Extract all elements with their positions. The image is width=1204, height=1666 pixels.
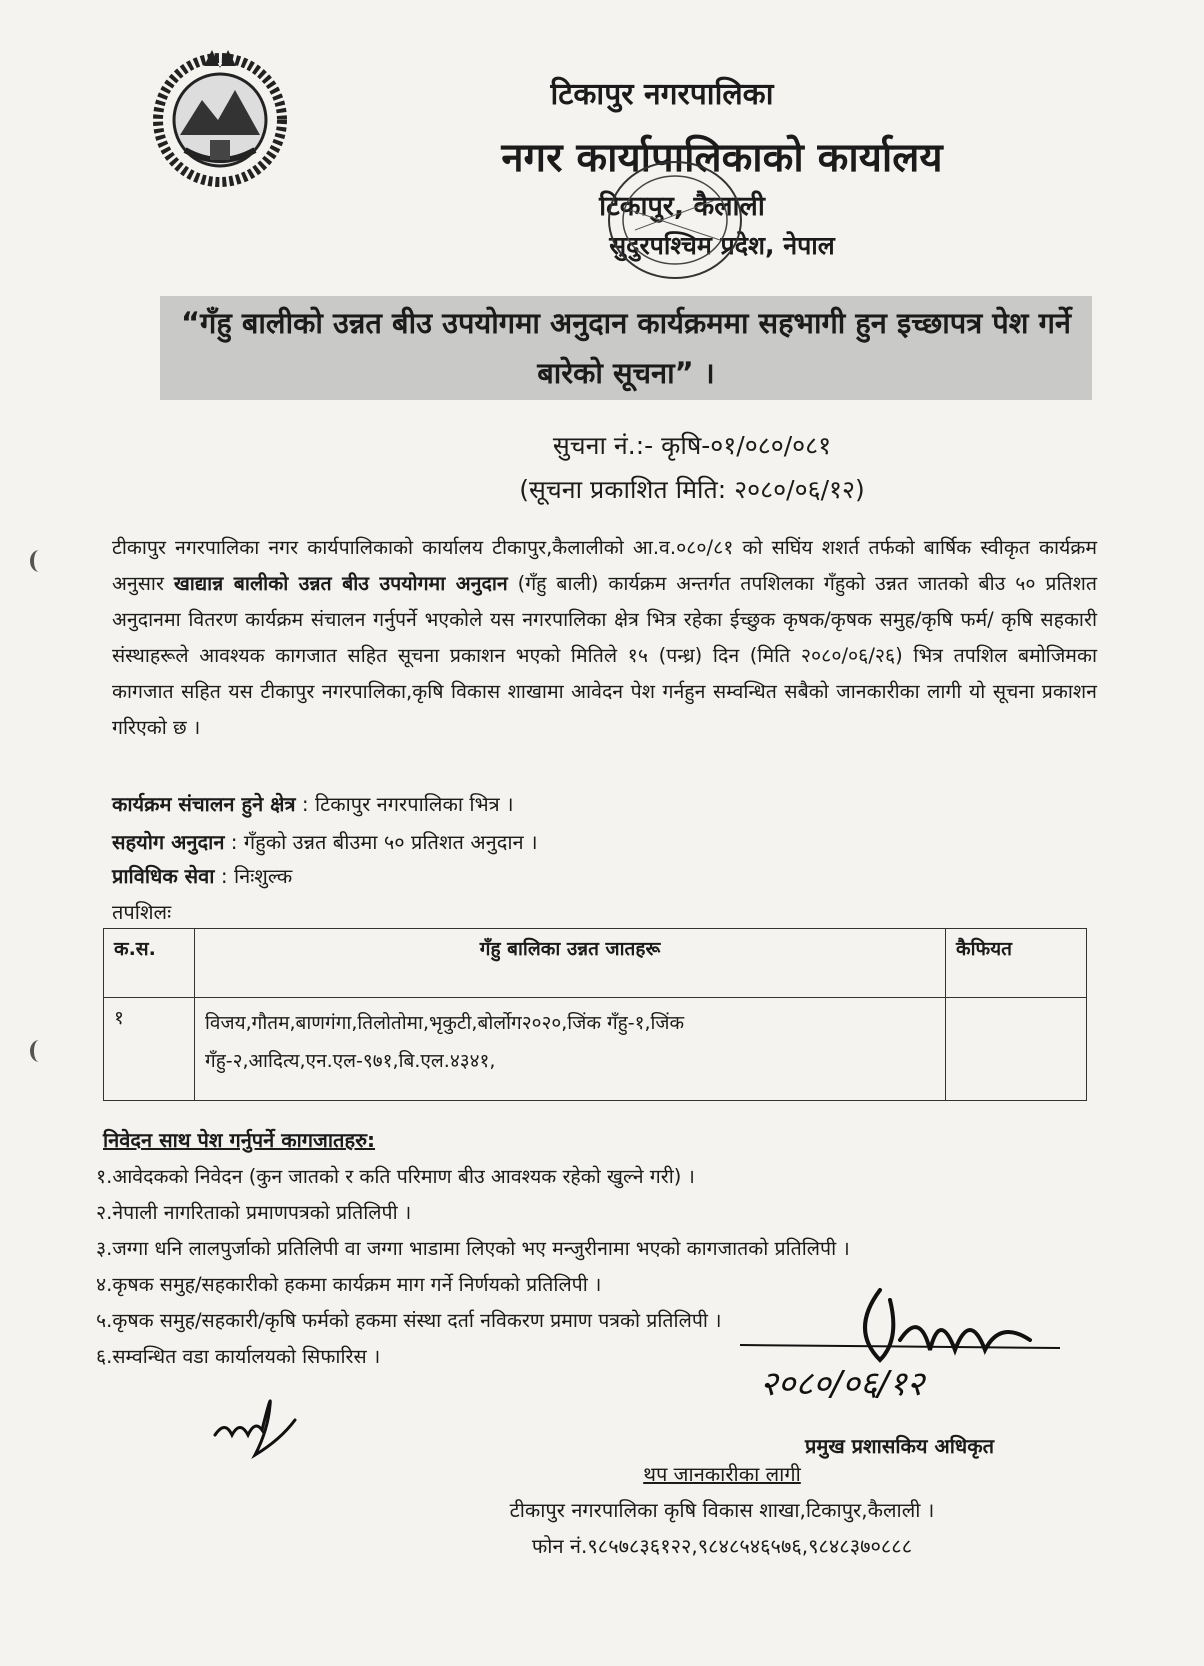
col-header-remarks: कैफियत	[946, 929, 1087, 998]
document-item: २.नेपाली नागरिताको प्रमाणपत्रको प्रतिलिपी ।	[96, 1201, 412, 1224]
table-header-row	[104, 929, 1087, 998]
technical-service	[112, 862, 292, 889]
contact-address: टीकापुर नगरपालिका कृषि विकास शाखा,टिकापुर,कैलाली ।	[509, 1498, 935, 1522]
program-area-value: : टिकापुर नगरपालिका भित्र ।	[295, 792, 514, 816]
grant-value: : गँहुको उन्नत बीउमा ५० प्रतिशत अनुदान ।	[224, 830, 538, 854]
initials-signature	[210, 1380, 310, 1460]
schedule-label: तपशिलः	[112, 900, 172, 924]
officer-designation: प्रमुख प्रशासकिय अधिकृत	[805, 1434, 994, 1458]
table-row	[104, 998, 1087, 1101]
document-item: १.आवेदकको निवेदन (कुन जातको र कति परिमाण बीउ आवश्यक रहेको खुल्ने गरी) ।	[96, 1165, 695, 1188]
document-item: ४.कृषक समुह/सहकारीको हकमा कार्यक्रम माग गर्ने निर्णयको प्रतिलिपी ।	[96, 1273, 602, 1296]
municipality-name: टिकापुर नगरपालिका	[550, 77, 774, 112]
documents-title: निवेदन साथ पेश गर्नुपर्ने कागजातहरु:	[103, 1128, 376, 1152]
service-value: : निःशुल्क	[214, 864, 293, 888]
more-info-label: थप जानकारीका लागी	[643, 1462, 801, 1486]
col-header-sn: क.स.	[104, 929, 195, 998]
body-text-bold: खाद्यान्न बालीको उन्नत बीउ उपयोगमा अनुदान	[173, 572, 508, 595]
officer-signature	[730, 1270, 1090, 1430]
program-area-label: कार्यक्रम संचालन हुने क्षेत्र	[112, 792, 296, 816]
publish-date: (सूचना प्रकाशित मिति: २०८०/०६/१२)	[519, 475, 865, 504]
office-stamp	[600, 150, 750, 285]
program-area	[112, 790, 514, 817]
punch-hole-mark	[30, 1040, 48, 1062]
document-item: ६.सम्वन्धित वडा कार्यालयको सिफारिस ।	[96, 1345, 381, 1368]
document-item: ५.कृषक समुह/सहकारी/कृषि फर्मको हकमा संस्था दर्ता नविकरण प्रमाण पत्रको प्रतिलिपी ।	[96, 1309, 722, 1332]
service-label: प्राविधिक सेवा	[112, 864, 215, 888]
document-item: ३.जग्गा धनि लालपुर्जाको प्रतिलिपी वा जग्गा भाडामा लिएको भए मन्जुरीनामा भएको कागजातको प्रतिलिपी ।	[96, 1237, 850, 1260]
contact-phone: फोन नं.९८५७८३६१२२,९८४८५४६५७६,९८४८३७०८८८	[531, 1534, 913, 1558]
col-header-varieties: गँहु बालिका उन्नत जातहरू	[195, 929, 946, 998]
wheat-varieties-table	[103, 928, 1087, 1101]
grant-info	[112, 828, 538, 855]
signature-date: २०८०/०६/१२	[760, 1364, 925, 1404]
notice-subject: “गँहु बालीको उन्नत बीउ उपयोगमा अनुदान कार्यक्रममा सहभागी हुन इच्छापत्र पेश गर्ने बारेको सूचना” ।	[160, 296, 1092, 400]
office-name: नगर कार्यापालिकाको कार्यालय	[501, 135, 943, 181]
body-text-part2: (गँहु बाली) कार्यक्रम अन्तर्गत तपशिलका गँहुको उन्नत जातको बीउ ५० प्रतिशत अनुदानमा वितरण कार्यक्रम संचालन गर्नुपर्ने भएकोले यस नगरपालिका क्षेत्र भित्र रहेका ईच्छुक कृषक/कृषक समुह/कृषि फर्म/ कृषि सहकारी संस्थाहरूले आवश्यक कागजात सहित सूचना प्रकाशन भएको मितिले १५ (पन्ध्र) दिन (मिति २०८०/०६/२६) भित्र तपशिल बमोजिमका कागजात सहित यस टीकापुर नगरपालिका,कृषि विकास शाखामा आवेदन पेश गर्नहुन सम्वन्धित सबैको जानकारीका लागी यो सूचना प्रकाशन गरिएको छ ।	[112, 572, 1098, 739]
office-location: टिकापुर, कैलाली	[599, 191, 765, 222]
office-province: सुदुरपश्चिम प्रदेश, नेपाल	[609, 231, 835, 260]
notice-number: सुचना नं.:- कृषि-०१/०८०/०८१	[552, 431, 832, 460]
notice-body	[112, 530, 1097, 746]
punch-hole-mark	[30, 550, 48, 572]
body-text-part1: टीकापुर नगरपालिका नगर कार्यपालिकाको कार्यालय टीकापुर,कैलालीको आ.व.०८०/८१ को सघिंय शशर्त तर्फको बार्षिक स्वीकृत कार्यक्रम अनुसार	[112, 536, 1097, 595]
cell-sn: १	[104, 998, 195, 1101]
grant-label: सहयोग अनुदान	[112, 830, 225, 854]
cell-remarks	[946, 998, 1087, 1101]
cell-varieties: विजय,गौतम,बाणगंगा,तिलोतोमा,भृकुटी,बोर्लोग२०२०,जिंक गँहु-१,जिंक गँहु-२,आदित्य,एन.एल-९७१,बि.एल.४३४१,	[195, 998, 946, 1101]
